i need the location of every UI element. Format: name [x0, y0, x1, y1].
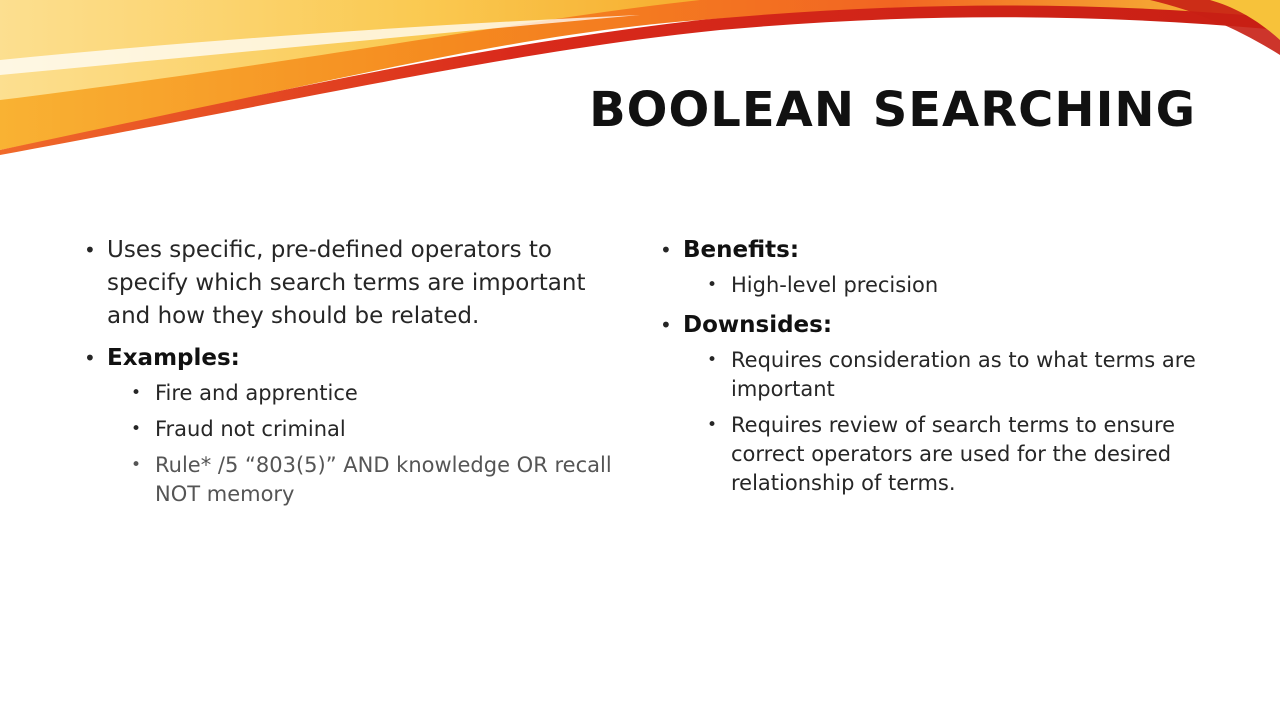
downsides-list: [707, 346, 1200, 498]
benefit-text: High-level precision: [731, 273, 939, 297]
downside-item: [707, 346, 1200, 404]
example-item: [131, 379, 624, 408]
bullet-downsides: [660, 309, 1200, 498]
downside-item: [707, 411, 1200, 498]
downside-text: Requires consideration as to what terms are important: [731, 348, 1196, 401]
bullet-icon: •: [84, 346, 96, 370]
bullet-icon: •: [660, 313, 672, 337]
bullet-icon: •: [707, 275, 718, 295]
right-column: [660, 234, 1200, 507]
downsides-label: Downsides:: [683, 312, 833, 338]
example-text: Rule* /5 “803(5)” AND knowledge OR recall NOT memory: [155, 453, 612, 506]
bullet-examples: [84, 342, 624, 509]
slide-title: BOOLEAN SEARCHING: [589, 82, 1196, 138]
bullet-icon: •: [707, 350, 718, 370]
benefits-list: [707, 271, 1200, 300]
bullet-benefits: [660, 234, 1200, 300]
bullet-icon: •: [707, 415, 718, 435]
examples-label: Examples:: [107, 345, 240, 371]
right-bullet-list: [660, 234, 1200, 498]
intro-text: Uses specific, pre-defined operators to specify which search terms are important and how they should be related.: [107, 237, 586, 329]
downside-text: Requires review of search terms to ensure correct operators are used for the desired relationship of terms.: [731, 413, 1176, 495]
benefit-item: [707, 271, 1200, 300]
bullet-intro: [84, 234, 624, 333]
bullet-icon: •: [131, 419, 142, 439]
bullet-icon: •: [660, 238, 672, 262]
left-column: [84, 234, 624, 518]
bullet-icon: •: [131, 383, 142, 403]
example-item: [131, 415, 624, 444]
example-text: Fraud not criminal: [155, 417, 346, 441]
left-bullet-list: [84, 234, 624, 509]
examples-list: [131, 379, 624, 509]
bullet-icon: •: [84, 238, 96, 262]
example-text: Fire and apprentice: [155, 381, 358, 405]
bullet-icon: •: [131, 455, 142, 475]
benefits-label: Benefits:: [683, 237, 800, 263]
example-item: [131, 451, 624, 509]
